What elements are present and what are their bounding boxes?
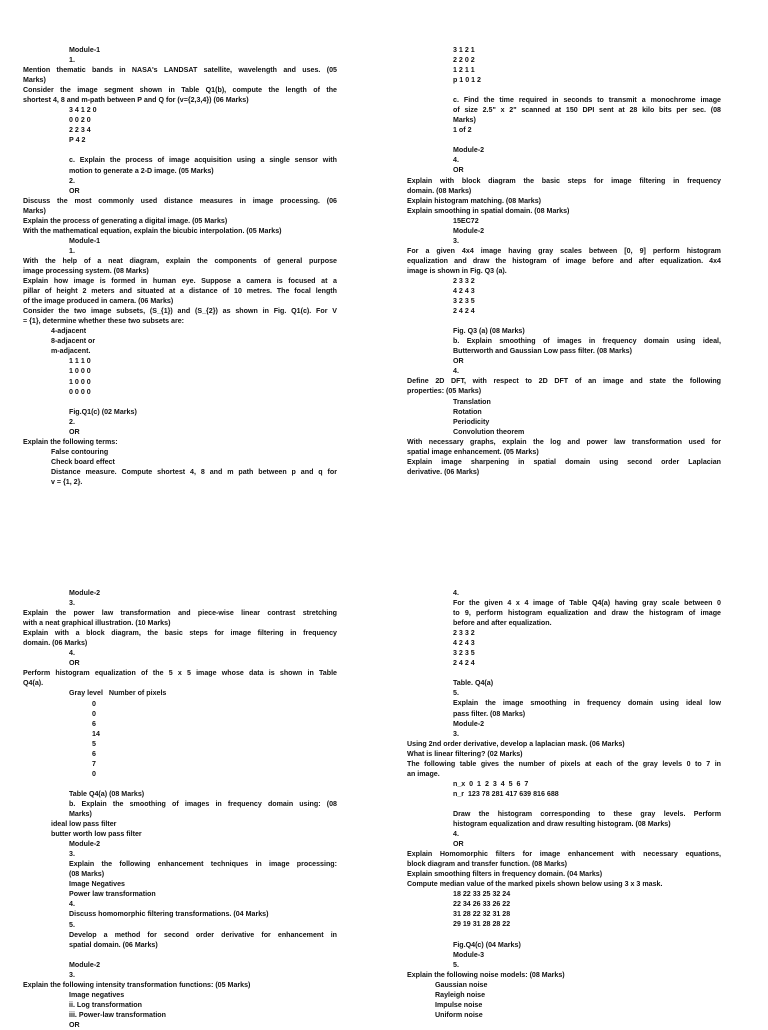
module-heading: Module-2 (69, 960, 101, 969)
figure-caption: Table. Q4(a) (453, 679, 494, 688)
list-item: 8-adjacent or (51, 337, 96, 346)
question-text: properties: (05 Marks) (407, 387, 482, 396)
question-text: Define 2D DFT, with respect to 2D DFT of an image and state the following (407, 377, 721, 386)
question-text: motion to generate a 2-D image. (05 Marks) (69, 166, 214, 175)
question-text: With the help of a neat diagram, explain the components of general purpose (23, 256, 337, 265)
table-row: 3 1 2 1 (453, 46, 475, 54)
list-item: ideal low pass filter (51, 820, 117, 829)
question-text: Marks) (69, 809, 92, 818)
or-separator: OR (453, 166, 464, 175)
list-item: Rayleigh noise (435, 990, 486, 999)
or-separator: OR (453, 357, 464, 366)
list-item: ii. Log transformation (69, 1000, 142, 1009)
list-item: Distance measure. Compute shortest 4, 8 and m path between p and q for (51, 467, 337, 476)
question-number: 4. (69, 900, 75, 909)
question-number: 3. (69, 970, 75, 979)
question-text: With necessary graphs, explain the log and power law transformation used for (407, 437, 721, 446)
question-number: 5. (453, 689, 459, 698)
figure-caption: Fig.Q1(c) (02 Marks) (69, 407, 137, 416)
question-text: domain. (08 Marks) (407, 186, 472, 195)
question-text: c. Explain the process of image acquisition using a single sensor with (69, 156, 337, 165)
question-text: Compute median value of the marked pixels shown below using 3 x 3 mask. (407, 880, 663, 889)
table-row: 4 2 4 3 (453, 639, 475, 648)
table-row: n_x 0 1 2 3 4 5 6 7 (453, 779, 529, 788)
question-text: With the mathematical equation, explain the bicubic interpolation. (05 Marks) (23, 226, 282, 235)
question-text: Explain how image is formed in human eye. Suppose a camera is focused at a (23, 277, 337, 286)
list-item: m-adjacent. (51, 347, 91, 356)
list-item: v = {1, 2}. (51, 477, 83, 486)
question-text: c. Find the time required in seconds to transmit a monochrome image (453, 96, 721, 105)
table-row: 2 3 3 2 (453, 629, 475, 638)
question-number: 1. (69, 56, 75, 65)
question-number: 4. (69, 649, 75, 658)
subject-code: 15EC72 (453, 216, 479, 225)
list-item: Convolution theorem (453, 427, 525, 436)
or-separator: OR (69, 427, 80, 436)
table-row: 4 2 4 3 (453, 287, 475, 296)
question-text: block diagram and transfer function. (08 Marks) (407, 860, 568, 869)
question-text: Marks) (453, 116, 476, 125)
question-text: spatial image enhancement. (05 Marks) (407, 447, 539, 456)
question-text: to 9, perform histogram equalization and draw the histogram of image (453, 609, 721, 618)
question-text: For a given 4x4 image having gray scales between [0, 9] perform histogram (407, 246, 721, 255)
table-row: 0 (92, 769, 96, 778)
table-row: 1 0 0 0 (69, 367, 91, 376)
table-row: 3 2 3 5 (453, 649, 475, 658)
question-text: with a neat graphical illustration. (10 Marks) (23, 619, 171, 628)
list-item: 4-adjacent (51, 327, 87, 336)
table-row: P 4 2 (69, 136, 86, 145)
question-text: Marks) (23, 76, 46, 85)
module-heading: Module-2 (453, 226, 485, 235)
question-text: Explain the image smoothing in frequency domain using ideal low (453, 699, 721, 708)
question-text: Discuss the most commonly used distance measures in image processing. (06 (23, 196, 337, 205)
module-heading: Module-3 (453, 950, 485, 959)
table-row: 3 4 1 2 0 (69, 106, 97, 115)
question-text: Explain histogram matching. (08 Marks) (407, 196, 542, 205)
question-text: domain. (06 Marks) (23, 639, 88, 648)
table-row: 2 2 3 4 (69, 126, 91, 135)
table-header: Gray level Number of pixels (69, 689, 167, 698)
question-block-top-left (23, 45, 337, 487)
table-row: 0 0 2 0 (69, 116, 91, 125)
table-row: 0 (92, 709, 96, 718)
question-text: Explain Homomorphic filters for image enhancement with necessary equations, (407, 850, 721, 859)
question-text: Explain image sharpening in spatial domain using second order Laplacian (407, 457, 721, 466)
question-text: Perform histogram equalization of the 5 x 5 image whose data is shown in Table (23, 669, 337, 678)
question-text: derivative. (06 Marks) (407, 467, 480, 476)
list-item: iii. Power-law transformation (69, 1010, 166, 1019)
question-number: 2. (69, 176, 75, 185)
question-text: Explain the process of generating a digital image. (05 Marks) (23, 216, 228, 225)
question-number: 4. (453, 156, 459, 165)
question-text: histogram equalization and draw resulting histogram. (08 Marks) (453, 819, 671, 828)
question-text: Explain the power law transformation and piece-wise linear contrast stretching (23, 609, 337, 618)
question-text: Draw the histogram corresponding to these gray levels. Perform (453, 809, 721, 818)
question-text: Explain the following noise models: (08 Marks) (407, 970, 565, 979)
list-item: Image Negatives (69, 880, 125, 889)
table-row: 3 2 3 5 (453, 297, 475, 306)
list-item: Power law transformation (69, 890, 156, 899)
question-text: Explain smoothing in spatial domain. (08 Marks) (407, 206, 570, 215)
question-block-top-right (407, 45, 721, 477)
question-text: Develop a method for second order derivative for enhancement in (69, 930, 337, 939)
module-heading: Module-2 (69, 840, 101, 849)
table-row: 6 (92, 719, 96, 728)
question-text: Marks) (23, 206, 46, 215)
table-row: 0 (92, 699, 96, 708)
list-item: Translation (453, 397, 491, 406)
question-block-bottom-left (23, 588, 337, 1030)
question-text: Butterworth and Gaussian Low pass filter. (08 Marks) (453, 347, 632, 356)
question-number: 4. (453, 367, 459, 376)
list-item: Image negatives (69, 990, 125, 999)
or-separator: OR (69, 659, 80, 668)
question-text: Explain with block diagram the basic steps for image filtering in frequency (407, 176, 721, 185)
table-row: 0 0 0 0 (69, 387, 91, 396)
module-heading: Module-1 (69, 46, 101, 54)
or-separator: OR (69, 1020, 80, 1029)
list-item: False contouring (51, 447, 109, 456)
figure-caption: Fig. Q3 (a) (08 Marks) (453, 327, 525, 336)
question-number: 2. (69, 417, 75, 426)
or-separator: OR (69, 186, 80, 195)
module-heading: Module-2 (453, 719, 485, 728)
table-row: 31 28 22 32 31 28 (453, 910, 511, 919)
question-text: image is shown in Fig. Q3 (a). (407, 266, 507, 275)
question-text: spatial domain. (06 Marks) (69, 940, 158, 949)
figure-caption: Fig.Q4(c) (04 Marks) (453, 940, 521, 949)
question-text: Explain smoothing filters in frequency domain. (04 Marks) (407, 870, 603, 879)
question-text: What is linear filtering? (02 Marks) (407, 749, 523, 758)
question-number: 3. (69, 599, 75, 608)
table-row: p 1 0 1 2 (453, 76, 481, 85)
table-row: 2 2 0 2 (453, 56, 475, 65)
table-row: 7 (92, 759, 96, 768)
question-text: shortest 4, 8 and m-path between P and Q for (v={2,3,4}) (06 Marks) (23, 96, 249, 105)
question-text: of size 2.5" x 2" scanned at 150 DPI sent at 28 kilo bits per sec. (08 (453, 106, 721, 115)
question-text: Consider the two image subsets, (S_{1}) and (S_{2}) as shown in Fig. Q1(c). For V (23, 307, 337, 316)
list-item: Impulse noise (435, 1000, 483, 1009)
table-row: 2 4 2 4 (453, 307, 475, 316)
question-text: Explain the following terms: (23, 437, 118, 446)
question-text: For the given 4 x 4 image of Table Q4(a) having gray scale between 0 (453, 599, 721, 608)
question-number: 3. (69, 850, 75, 859)
question-number: 5. (453, 960, 459, 969)
list-item: Check board effect (51, 457, 115, 466)
question-text: Using 2nd order derivative, develop a laplacian mask. (06 Marks) (407, 739, 625, 748)
question-number: 5. (69, 920, 75, 929)
table-row: 1 1 1 0 (69, 357, 91, 366)
question-text: before and after equalization. (453, 619, 552, 628)
question-text: = {1}, determine whether these two subsets are: (23, 317, 185, 326)
question-text: of the image produced in camera. (06 Marks) (23, 297, 174, 306)
module-heading: Module-2 (453, 146, 485, 155)
question-text: The following table gives the number of pixels at each of the gray levels 0 to 7 in (407, 759, 721, 768)
table-row: 6 (92, 749, 96, 758)
list-item: Uniform noise (435, 1010, 483, 1019)
table-row: 2 3 3 2 (453, 276, 475, 285)
question-text: pillar of height 2 meters and situated at a distance of 10 metres. The focal length (23, 287, 337, 296)
module-heading: Module-1 (69, 236, 101, 245)
figure-caption: Table Q4(a) (08 Marks) (69, 789, 145, 798)
question-block-bottom-right (407, 588, 721, 1020)
question-text: pass filter. (08 Marks) (453, 709, 526, 718)
table-row: 18 22 33 25 32 24 (453, 890, 511, 899)
module-heading: Module-2 (69, 589, 101, 597)
table-row: 1 2 1 1 (453, 66, 475, 75)
question-text: Explain the following enhancement techniques in image processing: (69, 860, 337, 869)
question-text: an image. (407, 769, 440, 778)
question-text: Explain the following intensity transformation functions: (05 Marks) (23, 980, 251, 989)
question-text: b. Explain smoothing of images in frequency domain using ideal, (453, 337, 721, 346)
list-item: Rotation (453, 407, 482, 416)
question-number: 4. (453, 830, 459, 839)
table-row: 2 4 2 4 (453, 659, 475, 668)
question-number: 3. (453, 729, 459, 738)
question-text: (08 Marks) (69, 870, 105, 879)
list-item: Gaussian noise (435, 980, 488, 989)
question-number: 1. (69, 246, 75, 255)
question-text: equalization and draw the histogram of image before and after equalization. 4x4 (407, 256, 721, 265)
list-item: Periodicity (453, 417, 490, 426)
question-number: 4. (453, 589, 459, 597)
table-row: 29 19 31 28 28 22 (453, 920, 511, 929)
or-separator: OR (453, 840, 464, 849)
table-row: 5 (92, 739, 96, 748)
table-row: 14 (92, 729, 100, 738)
table-row: 1 0 0 0 (69, 377, 91, 386)
page-number: 1 of 2 (453, 126, 472, 135)
question-text: Discuss homomorphic filtering transformations. (04 Marks) (69, 910, 269, 919)
question-text: Explain with a block diagram, the basic steps for image filtering in frequency (23, 629, 337, 638)
question-text: image processing system. (08 Marks) (23, 266, 149, 275)
question-text: Consider the image segment shown in Table Q1(b), compute the length of the (23, 86, 337, 95)
list-item: butter worth low pass filter (51, 830, 142, 839)
question-text: Mention thematic bands in NASA's LANDSAT satellite, wavelength and uses. (05 (23, 66, 337, 75)
question-text: b. Explain the smoothing of images in frequency domain using: (08 (69, 799, 337, 808)
table-row: 22 34 26 33 26 22 (453, 900, 511, 909)
question-number: 3. (453, 236, 459, 245)
table-row: n_r 123 78 281 417 639 816 688 (453, 789, 559, 798)
question-text: Q4(a). (23, 679, 44, 688)
